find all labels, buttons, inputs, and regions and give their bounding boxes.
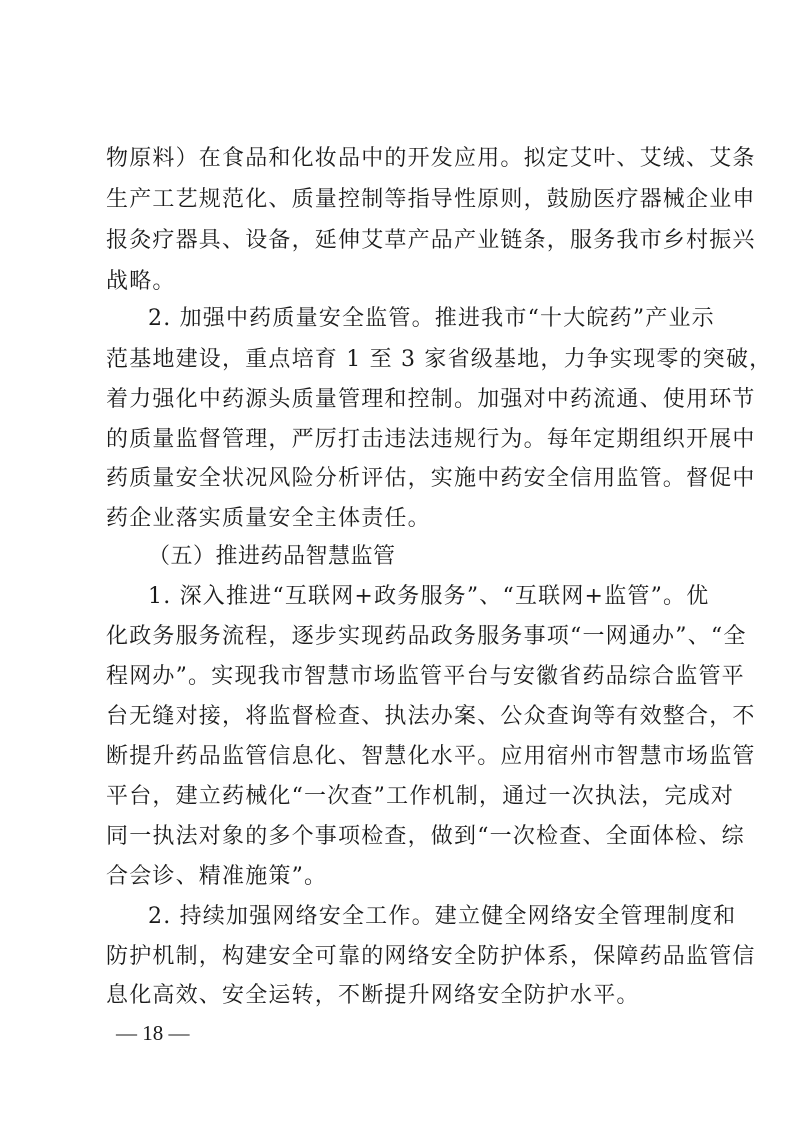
body-text-line: 的质量监督管理，严厉打击违法违规行为。每年定期组织开展中 [106, 427, 756, 452]
paragraph-start-line: 1. 深入推进“互联网+政务服务”、“互联网+监管”。优 [148, 584, 710, 609]
body-text-line: 战略。 [106, 269, 176, 294]
section-heading: （五）推进药品智慧监管 [148, 544, 396, 569]
body-text-line: 平台，建立药械化“一次查”工作机制，通过一次执法，完成对 [106, 784, 735, 809]
body-text-line: 同一执法对象的多个事项检查，做到“一次检查、全面体检、综 [106, 824, 745, 849]
body-text-line: 化政务服务流程，逐步实现药品政务服务事项“一网通办”、“全 [106, 624, 747, 649]
body-text-line: 生产工艺规范化、质量控制等指导性原则，鼓励医疗器械企业申 [106, 187, 756, 212]
body-text-line: 着力强化中药源头质量管理和控制。加强对中药流通、使用环节 [106, 387, 756, 412]
body-text-line: 息化高效、安全运转，不断提升网络安全防护水平。 [106, 983, 640, 1008]
body-text-line: 报灸疗器具、设备，延伸艾草产品产业链条，服务我市乡村振兴 [106, 228, 756, 253]
body-text-line: 药质量安全状况风险分析评估，实施中药安全信用监管。督促中 [106, 466, 756, 491]
paragraph-start-line: 2. 加强中药质量安全监管。推进我市“十大皖药”产业示 [148, 306, 715, 331]
body-text-line: 物原料）在食品和化妆品中的开发应用。拟定艾叶、艾绒、艾条 [106, 146, 756, 171]
paragraph-start-line: 2. 持续加强网络安全工作。建立健全网络安全管理制度和 [148, 904, 737, 929]
page-number: — 18 — [116, 1021, 190, 1045]
body-text-line: 范基地建设，重点培育 1 至 3 家省级基地，力争实现零的突破， [106, 347, 773, 372]
body-text-line: 药企业落实质量安全主体责任。 [106, 506, 431, 531]
body-text-line: 防护机制，构建安全可靠的网络安全防护体系，保障药品监管信 [106, 944, 756, 969]
body-text-line: 断提升药品监管信息化、智慧化水平。应用宿州市智慧市场监管 [106, 744, 756, 769]
body-text-line: 程网办”。实现我市智慧市场监管平台与安徽省药品综合监管平 [106, 664, 745, 689]
body-text-line: 合会诊、精准施策”。 [106, 864, 328, 889]
body-text-line: 台无缝对接，将监督检查、执法办案、公众查询等有效整合，不 [106, 704, 756, 729]
